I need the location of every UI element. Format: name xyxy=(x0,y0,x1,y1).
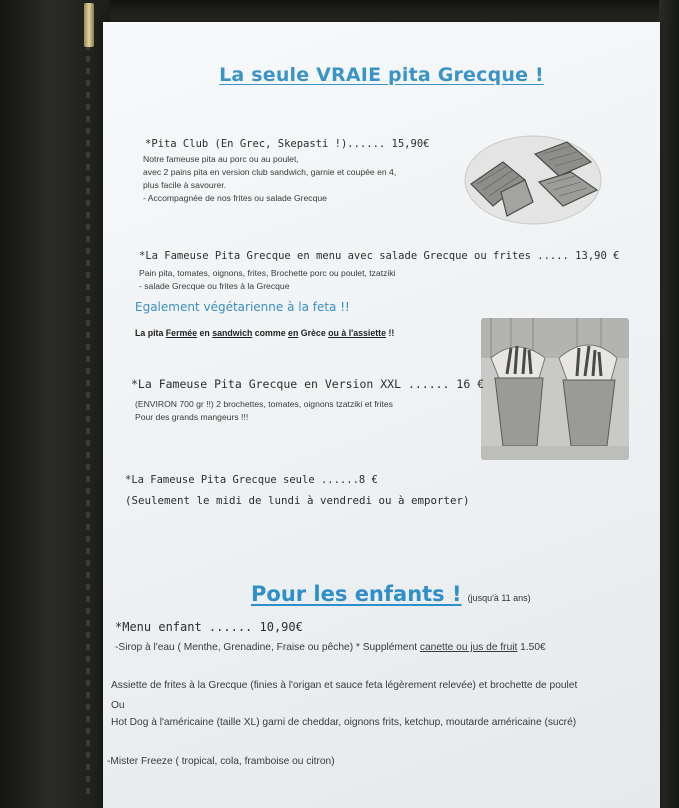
pita-seule-note: (Seulement le midi de lundi à vendredi ou à emporter) xyxy=(125,494,470,507)
drink-text: -Sirop à l'eau ( Menthe, Grenadine, Fraise ou pêche) * Supplément xyxy=(115,642,420,653)
pita-club-line: plus facile à savourer. xyxy=(143,180,227,190)
pita-menu-line: Pain pita, tomates, oignons, frites, Brochette porc ou poulet, tzatziki xyxy=(139,268,396,278)
pita-cups-photo xyxy=(481,318,629,460)
kids-hotdog-line: Hot Dog à l'américaine (taille XL) garni de cheddar, oignons frits, ketchup, moutarde américaine (sucré) xyxy=(111,717,577,728)
pita-club-description xyxy=(143,153,493,205)
note-text: en xyxy=(197,328,213,338)
note-text: Grèce xyxy=(298,328,329,338)
pita-xxl-line: (ENVIRON 700 gr !!) 2 brochettes, tomates, oignons tzatziki et frites xyxy=(135,399,393,409)
menu-title: La seule VRAIE pita Grecque ! xyxy=(219,64,544,86)
kids-menu-heading: *Menu enfant ...... 10,90€ xyxy=(115,620,303,634)
menu-folder-edge xyxy=(659,0,679,808)
note-text: La pita xyxy=(135,328,166,338)
note-underlined: ou à l'assiette xyxy=(328,328,387,338)
note-underlined: Fermée xyxy=(165,328,198,338)
menu-sheet xyxy=(103,22,660,808)
kids-drink-line xyxy=(115,642,546,653)
pita-seule-heading: *La Fameuse Pita Grecque seule ......8 € xyxy=(125,474,378,486)
drink-price: 1.50€ xyxy=(517,642,546,653)
club-sandwich-illustration xyxy=(463,132,603,228)
kids-freeze-line: -Mister Freeze ( tropical, cola, framboise ou citron) xyxy=(107,756,335,767)
kids-assiette-line: Assiette de frites à la Grecque (finies à l'origan et sauce feta légèrement relevée) et brochette de poulet xyxy=(111,680,578,691)
kids-or-line: Ou xyxy=(111,700,125,711)
metal-clip xyxy=(84,3,94,47)
pita-club-heading: *Pita Club (En Grec, Skepasti !)...... 15,90€ xyxy=(145,138,430,150)
note-underlined: sandwich xyxy=(212,328,253,338)
kids-age-limit: (jusqu'à 11 ans) xyxy=(467,593,531,603)
drink-supplement: canette ou jus de fruit xyxy=(419,642,518,653)
closed-pita-note xyxy=(135,328,394,338)
kids-section-title xyxy=(251,582,531,606)
pita-club-line: avec 2 pains pita en version club sandwich, garnie et coupée en 4, xyxy=(143,167,397,177)
pita-menu-line: - salade Grecque ou frites à la Grecque xyxy=(139,281,290,291)
pita-xxl-line: Pour des grands mangeurs !!! xyxy=(135,412,249,422)
pita-menu-description xyxy=(139,267,519,293)
note-text: !! xyxy=(386,328,395,338)
pita-club-line: - Accompagnée de nos frites ou salade Grecque xyxy=(143,193,327,203)
note-underlined: en xyxy=(288,328,299,338)
menu-folder-cover xyxy=(0,0,110,808)
pita-menu-heading: *La Fameuse Pita Grecque en menu avec salade Grecque ou frites ..... 13,90 € xyxy=(139,250,620,262)
vegetarian-note: Egalement végétarienne à la feta !! xyxy=(135,300,350,314)
pita-club-line: Notre fameuse pita au porc ou au poulet, xyxy=(143,154,299,164)
pita-xxl-description xyxy=(135,398,495,424)
note-text: comme xyxy=(252,328,289,338)
pita-xxl-heading: *La Fameuse Pita Grecque en Version XXL ...... 16 € xyxy=(131,377,485,391)
kids-title: Pour les enfants ! xyxy=(251,582,462,606)
folder-stitching xyxy=(86,20,90,800)
